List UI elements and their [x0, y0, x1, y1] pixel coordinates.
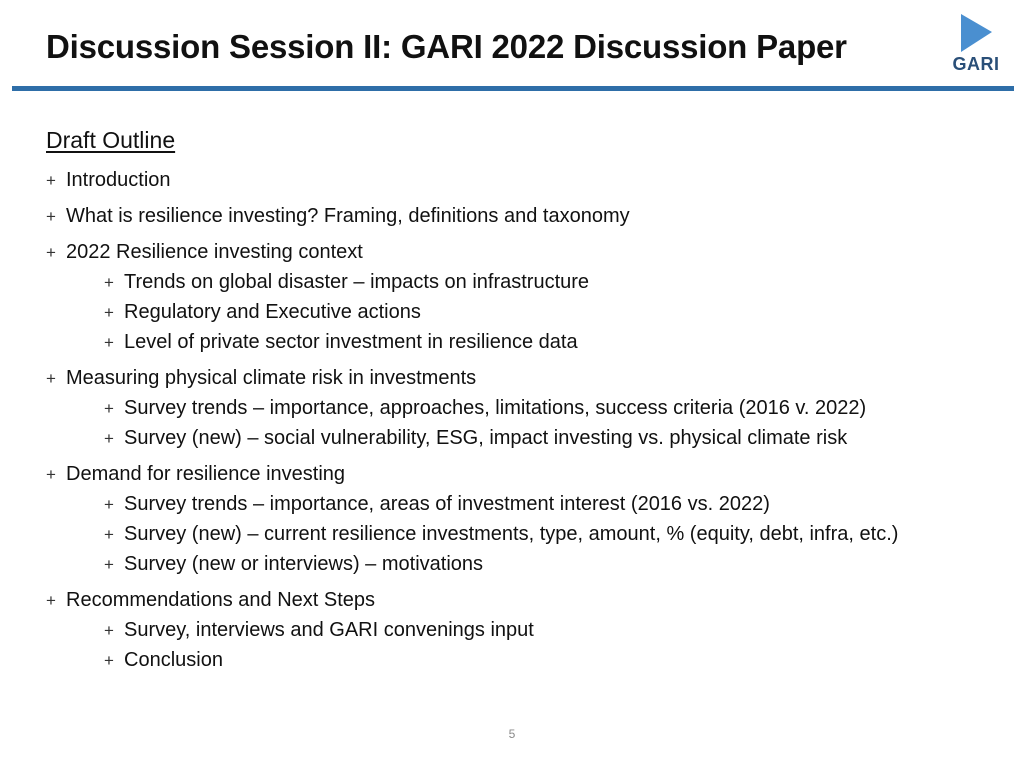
sub-item-label: Level of private sector investment in resilience data: [124, 331, 578, 353]
outline-item-label: What is resilience investing? Framing, definitions and taxonomy: [66, 205, 630, 227]
section-heading: Draft Outline: [46, 127, 176, 153]
plus-bullet-icon: +: [104, 333, 114, 352]
sub-list: [66, 618, 986, 673]
plus-bullet-icon: +: [104, 555, 114, 574]
sub-item: [66, 426, 986, 451]
sub-item: [66, 522, 986, 547]
outline-item-label: Measuring physical climate risk in investments: [66, 367, 477, 389]
plus-bullet-icon: +: [104, 399, 114, 418]
sub-item-label: Regulatory and Executive actions: [124, 301, 421, 323]
outline-item: [46, 366, 986, 451]
plus-bullet-icon: +: [104, 651, 114, 670]
outline-item: [46, 204, 986, 229]
plus-bullet-icon: +: [46, 243, 56, 262]
sub-item: [66, 648, 986, 673]
sub-item: [66, 492, 986, 517]
plus-bullet-icon: +: [46, 591, 56, 610]
sub-item-label: Survey (new or interviews) – motivations: [124, 553, 484, 575]
sub-item-label: Conclusion: [124, 649, 223, 671]
slide-title: Discussion Session II: GARI 2022 Discussion Paper: [46, 28, 847, 65]
sub-item-label: Survey (new) – current resilience investments, type, amount, % (equity, debt, infra, etc.): [124, 523, 899, 545]
plus-bullet-icon: +: [104, 495, 114, 514]
page-number: 5: [508, 727, 516, 741]
outline-item: [46, 462, 986, 577]
sub-list: [66, 492, 986, 577]
logo-text: GARI: [952, 54, 1000, 74]
outline-item: [46, 240, 986, 355]
sub-list: [66, 396, 986, 451]
outline-item-label: Demand for resilience investing: [66, 463, 346, 485]
plus-bullet-icon: +: [46, 207, 56, 226]
plus-bullet-icon: +: [46, 465, 56, 484]
outline-item: [46, 588, 986, 673]
sub-item: [66, 270, 986, 295]
outline-list: [46, 168, 986, 673]
outline-item: [46, 168, 986, 193]
sub-list: [66, 270, 986, 355]
sub-item: [66, 618, 986, 643]
sub-item-label: Survey trends – importance, areas of investment interest (2016 vs. 2022): [124, 493, 770, 515]
gari-logo: [950, 12, 1002, 76]
play-triangle-icon: [950, 12, 1002, 54]
sub-item-label: Survey trends – importance, approaches, limitations, success criteria (2016 v. 2022): [124, 397, 867, 419]
sub-item-label: Survey (new) – social vulnerability, ESG, impact investing vs. physical climate risk: [124, 427, 848, 449]
sub-item: [66, 552, 986, 577]
plus-bullet-icon: +: [46, 369, 56, 388]
plus-bullet-icon: +: [104, 303, 114, 322]
plus-bullet-icon: +: [104, 621, 114, 640]
sub-item: [66, 330, 986, 355]
sub-item-label: Survey, interviews and GARI convenings input: [124, 619, 534, 641]
sub-item: [66, 396, 986, 421]
outline-item-label: Introduction: [66, 169, 171, 191]
sub-item-label: Trends on global disaster – impacts on infrastructure: [124, 271, 590, 293]
plus-bullet-icon: +: [104, 429, 114, 448]
outline-item-label: 2022 Resilience investing context: [66, 241, 363, 263]
plus-bullet-icon: +: [46, 171, 56, 190]
plus-bullet-icon: +: [104, 525, 114, 544]
plus-bullet-icon: +: [104, 273, 114, 292]
title-divider: [12, 86, 1014, 91]
outline-item-label: Recommendations and Next Steps: [66, 589, 376, 611]
sub-item: [66, 300, 986, 325]
